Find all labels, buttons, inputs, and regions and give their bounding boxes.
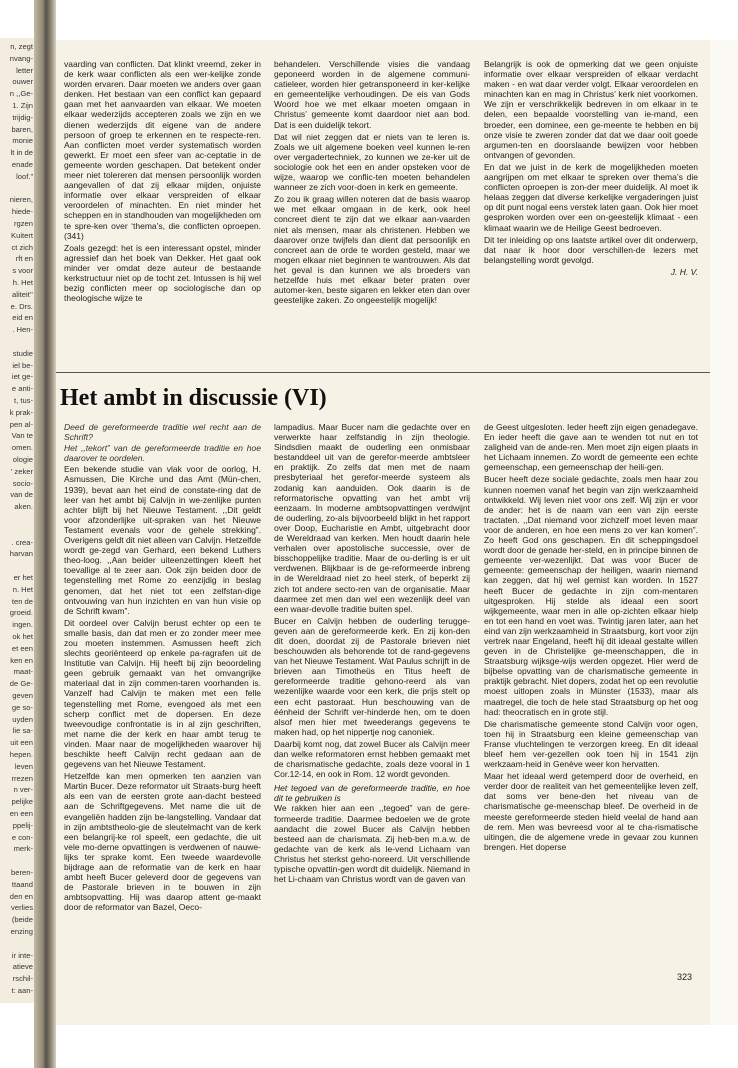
previous-page-fragment: merk- — [13, 844, 33, 854]
previous-page-fragment: et een — [11, 643, 33, 653]
previous-page-fragment: rrezen — [11, 773, 33, 783]
previous-page-fragment: rgzen — [14, 219, 33, 228]
previous-page-fragment: beren- — [11, 868, 33, 877]
previous-page-fragment: den en — [9, 891, 33, 901]
paragraph: Zo zou ik graag willen noteren dat de basis waarop we met elkaar omgaan in de kerk, ook heel concreet dient te zijn dat we elkaar aan-vaarden niet als mensen, maar als christenen. Hebben we daarover onze twijfels dan dient dat persoonlijk en concreet aan de orde te worden gesteld, maar we mogen elkaar niet beginnen te wantrouwen. Als dat het geval is dan kunnen we als broeders van hetzelfde huis met elkaar beter praten over automer-ken, beste sigaren en lekker eten dan over geestelijke zaken. Zo ongeestelijk mogelijk! — [274, 194, 470, 306]
previous-page-fragment: k prak- — [9, 407, 33, 417]
page-number: 323 — [677, 972, 693, 982]
previous-page-fragment: van de — [10, 490, 33, 500]
paragraph: Bucer en Calvijn hebben de ouderling terugge-geven aan de gereformeerde kerk. En zij kon-den dit doen, doordat zij de Pastorale brieven niet beschouwden als behorende tot de rand-gegevens van het Nieuwe Testament. Wat Paulus schrijft in de brieven aan Timotheüs en Titus heeft de gereformeerde traditie gehono-reerd als van wezenlijke waarde voor een kerk, die prijs stelt op een echt pastoraat. Hun beschouwing van de éénheid der Schrift ver-hinderde hen, om te doen alsof men hier met tweederangs gegevens te maken had, op het nippertje nog canoniek. — [274, 615, 470, 737]
previous-page-fragment: eid en — [12, 313, 33, 323]
paragraph: de Geest uitgesloten. Ieder heeft zijn eigen genadegave. En ieder heeft die gave aan te wenden tot nut en tot zaligheid van de ande-ren. Men moet zijn eigen plaats in het Lichaam innemen. Zo wordt de gemeente een echte gemeenschap, een gemeenschap der heili-gen. — [484, 422, 698, 473]
previous-page-fragment: harvan — [9, 549, 33, 559]
previous-page-fragment: loof.” — [16, 171, 33, 181]
previous-page-fragment: h. Het — [12, 278, 33, 287]
previous-page-fragment: baren, — [11, 124, 33, 134]
previous-page-fragment: leven — [14, 761, 33, 771]
previous-page-fragment: enzing — [10, 927, 33, 936]
previous-page-fragment: pen al- — [9, 419, 33, 429]
previous-page-fragment: . Hen- — [12, 325, 33, 335]
top-column-3 — [484, 59, 698, 389]
previous-page-fragment: ingen. — [12, 620, 33, 630]
previous-page-fragment: s voor — [12, 266, 33, 276]
previous-page-fragment: nvang- — [9, 53, 33, 63]
previous-page-fragment: letter — [16, 65, 33, 75]
author-signature: J. H. V. — [670, 266, 698, 277]
paragraph: Hetzelfde kan men opmerken ten aanzien van Martin Bucer. Deze reformator uit Straats-burg heeft als een van de eersten grote aan-dacht besteed aan de Schriftgegevens. Met name die uit de evangeliën hadden zijn be-langstelling. Vandaar dat in zijn ambtstheolo-gie de sleutelmacht van de kerk een belangrij-ke rol speelt, een gedachte, die uit vele mo-derne opvattingen is verdwenen of nauwe-lijks ter sprake komt. Een tweede waardevolle bijdrage aan de reformatie van de kerk en haar ambt heeft Bucer geleverd door de gegevens van de Pastorale brieven in te bouwen in zijn ambtsopvatting. Hij was daarop attent ge-maakt door de reformator van Bazel, Oeco- — [64, 771, 261, 913]
previous-page-fragment: t: aan- — [11, 986, 33, 995]
previous-page-fragment: n ,,Ge- — [9, 89, 33, 99]
paragraph: vaarding van conflicten. Dat klinkt vreemd, zeker in de kerk waar conflicten als een wer-kelijke zonde worden ervaren. Daar moeten we anders over gaan denken. Het bestaan van een conflict kan gepaard gaan met het aanvaarden van elkaar. We moeten elkaar wederzijds accepteren zoals we zijn en we dienen wederzijds dit eigene van de andere persoon of groep te erkennen en te respecte-ren. Aan conflicten moet verder systematisch worden gewerkt. Er moet een sfeer van ac-ceptatie in de gemeente worden geschapen. Dat betekent onder meer niet tolereren dat mensen persoonlijk worden aangevallen of dat zij elkaar mijden, onjuiste informatie over elkaar verspreiden of elkaar veroordelen of minachten. En niet minder het scheppen en in standhouden van mogelijkheden om te spre-ken over ‘thema’s, die conflicten oproepen. (341) — [64, 59, 261, 241]
previous-page-fragment: Van te — [11, 431, 33, 441]
previous-page-fragment: ok het — [12, 632, 33, 641]
previous-page-fragment: (beide — [11, 915, 33, 925]
previous-page-fragment: ttaand — [11, 879, 33, 889]
paragraph: Daarbij komt nog, dat zowel Bucer als Calvijn meer dan welke reformatoren ernst hebben gemaakt met de charismatische gedachte, zoals deze vooral in 1 Cor.12-14, en ook in Rom. 12 wordt gevonden. — [274, 738, 470, 780]
previous-page-fragment: en een — [9, 809, 33, 818]
paragraph: We rakken hier aan een ,,tegoed” van de gere-formeerde traditie. Daarmee bedoelen we de grote aandacht die zowel Bucer als Calvijn hebben besteed aan de charismata. Zij heb-ben m.a.w. de gedachte van de kerk als le-vend Lichaam van Christus het sterkst geho-noreerd. Uit verschillende typische opvattin-gen wordt dit duidelijk. Niemand in het Li-chaam van Christus wordt van de gaven van — [274, 803, 470, 885]
previous-page-fragment: Kuitert — [11, 230, 33, 240]
top-column-1 — [64, 59, 261, 389]
previous-page-fragment: iel be- — [12, 360, 33, 370]
paragraph: Bucer heeft deze sociale gedachte, zoals men haar zou kunnen noemen vanaf het begin van zijn werkzaamheid ontwikkeld. Wij leven niet voor ons zelf. Wij zijn er voor de ander: het is de naam van een van zijn eerste tractaten. ,,Dat niemand voor zichzelf moet leven maar voor de anderen, en hoe een mens zo ver kan komen”. Zo heeft God ons geschapen. En dit scheppingsdoel wordt door de genade her-steld, en in principe binnen de gemeente ver-wezenlijkt. Dat was voor Bucer de gemeente: gemeenschap der heiligen, waarin niemand kan zeggen, dat hij wel gemist kan worden. In 1527 heeft Bucer de gedachte in zijn com-mentaren uitgesproken. Hij stelde als ideaal een soort wijkgemeente, waar men in alle op-zichten elkaar hielp en tot een hand en voet was. Twintig jaren later, aan het eind van zijn werkzaamheid in Straatsburg, kort voor zijn vertrek naar Engeland, heeft hij dit ideaal gestalte willen geven in de Christelijke ge-meenschappen, die in Straatsburg wijksge-wijs werden opgezet. Hier werd de bijbelse opvatting van de charismatische gemeente in praktijk gebracht. Niet dopers, zodat het op een revolutie moest uitlopen zoals in Münster (1533), maar als maatregel, die toch de hele stad Straatsburg op het oog had: theocratisch en in grote stijl. — [484, 474, 698, 717]
previous-page-fragment: maat- — [13, 667, 33, 677]
previous-page-fragment: n, zegt — [10, 42, 33, 51]
bottom-column-1 — [64, 422, 261, 1002]
previous-page-fragment: e anti- — [11, 384, 33, 394]
previous-page-fragment: ouwer — [12, 77, 33, 87]
paragraph: Belangrijk is ook de opmerking dat we geen onjuiste informatie over elkaar verspreiden of elkaar verdacht maken - en wat daar verder volgt. Elkaar veroordelen en minachten kan en mag in Christus’ kerk niet voorkomen. We zijn er verschrikkelijk bedreven in om elkaar in te delen, een bepaalde voorstelling van ie-mand, een broeder, een dominee, een ge-meente te hebben en bij onze visie te zweren zonder dat dat we daar ooit goede argumen-ten en doorslaande bewijzen voor hebben ontvangen of gevonden. — [484, 59, 698, 160]
previous-page-fragment: ten de — [11, 596, 33, 606]
previous-page-fragment: studie — [12, 348, 33, 358]
previous-page-fragment: ge so- — [11, 702, 33, 712]
previous-page-fragment: uyden — [12, 714, 33, 724]
previous-page-fragment: ppelij- — [12, 820, 33, 830]
previous-page-fragment: rft en — [15, 254, 33, 264]
previous-page-fragment: aken. — [14, 502, 33, 512]
previous-page-fragment: ologie — [12, 455, 33, 464]
previous-page-fragment: de Ge- — [9, 679, 33, 689]
top-column-2 — [274, 59, 470, 389]
section-divider — [56, 372, 710, 373]
previous-page-fragment: enade — [11, 160, 33, 169]
previous-page-fragment: t, tus- — [14, 396, 33, 405]
previous-page-fragment: 1. Zijn — [12, 101, 33, 110]
previous-page-fragment: e con- — [11, 832, 33, 842]
section-subheading: Het tegoed van de gereformeerde traditie, en hoe dit te gebruiken is — [274, 783, 470, 804]
paragraph: Zoals gezegd: het is een interessant opstel, minder agressief dan het boek van Dekker. Het gaat ook minder ver omdat deze auteur de bestaande kerkstructuur niet op de tocht zet. Intussen is hij wel bezig conflicten meer op sociologische dan op theologische wijze te — [64, 242, 261, 304]
previous-page-fragment: ir inte- — [11, 950, 33, 960]
paragraph: Maar het ideaal werd getemperd door de overheid, en verder door de realiteit van het gemeentelijke leven zelf, dat soms ver bene-den het niveau van de charismatische ge-meenschap bleef. De overheid in de meeste gereformeerde steden hield veelal de hand aan de rem. Men was bevreesd voor al te cha-rismatische uitingen, die de algemene vrede in gevaar zou kunnen brengen. Het doperse — [484, 771, 698, 852]
bottom-column-2 — [274, 422, 470, 1002]
article-title: Het ambt in discussie (VI) — [60, 385, 327, 411]
paragraph: lampadius. Maar Bucer nam die gedachte over en verwerkte haar zelfstandig in zijn theologie. Sindsdien maakt de ouderling een onmisbaar bestanddeel uit van de gerefor-meerde ambtsleer en praktijk. Zo zelfs dat men met de naam presbyteriaal het gerefor-meerde systeem als zodanig kan aanduiden. Ook daarin is de reformatorische opvatting van het ambt vrij eenzaam. In moderne ambtsopvattingen verdwijnt de ouderling, zo-als bijvoorbeeld blijkt in het rapport over Doop, Eucharistie en Ambt, uitgebracht door de Wereldraad van kerken. Men houdt daarin hele verhalen over apostolische successie, over de bisschoppelijke traditie. Maar de ou-derling is er uit verdwenen. Blijkbaar is de ge-reformeerde inbreng in de Wereldraad niet zo heel sterk, of beperkt zij zich tot andere secto-ren van de organisatie. Maar daarmee zet men dan wel een wezenlijk deel van een waar-devolle traditie buiten spel. — [274, 422, 470, 614]
previous-page-fragment: atieve — [12, 962, 33, 972]
lead-question: Deed de gereformeerde traditie wel recht aan de Schrift? — [64, 422, 261, 443]
page-margin-right — [710, 40, 738, 1025]
previous-page-fragment: iet ge- — [11, 372, 33, 382]
paragraph: En dat we juist in de kerk de mogelijkheden moeten aangrijpen om met elkaar te spreken over thema’s die conflicten oproepen is zon-der meer duidelijk. Al moet ik helaas zeggen dat diverse kerkelijke vergaderingen juist op dit punt nogal eens verstek laten gaan. Ook hier moet gesproken worden over een on-geestelijk klimaat - een klimaat waarin we de Heilige Geest bedroeven. — [484, 161, 698, 233]
previous-page-fragment: trijdig- — [12, 112, 33, 122]
previous-page-fragment: ’ zeker — [10, 466, 33, 476]
previous-page-fragment: ct zich — [11, 242, 33, 252]
previous-page-fragment: uit een — [10, 738, 33, 748]
paragraph: Die charismatische gemeente stond Calvijn voor ogen, toen hij in Straatsburg een kleine gemeenschap van Franse vluchtelingen te verzorgen kreeg. En dit ideaal bleef hem ver-gezellen ook toen hij in 1541 zijn werkzaam-heid in Genève weer kon hervatten. — [484, 718, 698, 770]
article-continuation — [56, 59, 710, 389]
previous-page-fragment: lt in de — [10, 148, 33, 158]
previous-page-fragment: groeid. — [9, 608, 33, 618]
previous-page-fragment: . crea- — [11, 537, 33, 547]
previous-page-fragment: hepen. — [9, 750, 33, 759]
paragraph: behandelen. Verschillende visies die vandaag geponeerd worden in de algemene communi-catieleer, worden hier getransponeerd in ker-kelijke en gemeentelijke verhoudingen. De eis van Gods Woord hoe we met elkaar moeten omgaan in Christus’ gemeente komt daardoor niet aan bod. Dat is een duidelijk tekort. — [274, 59, 470, 130]
previous-page-fragment: verlies — [11, 903, 33, 913]
previous-page-strip — [0, 38, 34, 1003]
previous-page-fragment: ken en — [10, 655, 33, 665]
paragraph: Dit oordeel over Calvijn berust echter op een te smalle basis, dan dat men er zo zonder meer mee zou moeten instemmen. Asmussen heeft zich slechts georiënteerd op enkele pa-ragrafen uit de Institutie van Calvijn. Hij heeft bij zijn beoordeling geen gebruik gemaakt van het omvangrijke materiaal dat in zijn commen-taren voorhanden is. Vanzelf had Calvijn te maken met een felle tegenstelling met Rome, evengoed als met een scherp conflict met de dopersen. En deze tweevoudige confrontatie is in al zijn geschriften, met name die der kerk en haar ambt terug te vinden. Maar naar de mogelijkheden waarover hij beschikte heeft Calvijn recht gedaan aan de gegevens van het Nieuwe Testament. — [64, 617, 261, 770]
previous-page-fragment: socio- — [12, 478, 33, 488]
previous-page-fragment: monie — [12, 136, 33, 146]
previous-page-fragment: pelijke — [11, 797, 33, 807]
previous-page-fragment: e. Drs. — [10, 301, 33, 311]
previous-page-fragment: geven — [12, 691, 33, 700]
lead-question: Het ,,tekort” van de gereformeerde traditie en hoe daarover te oordelen. — [64, 443, 261, 464]
paragraph: Een bekende studie van vlak voor de oorlog, H. Asmussen, Die Kirche und das Amt (Mün-chen, 1939), bevat aan het eind de constate-ring dat de leer van het ambt bij Calvijn in we-zenlijke punten achter blijft bij het Nieuwe Testament. ,,Dit geldt voor afzonderlijke uit-spraken van het Nieuwe Testament evenals voor de gehele strekking”. Overigens geldt dit niet alleen van Calvijn. Hetzelfde wordt ge-zegd van Gerhard, een bekend Luthers theo-loog. ,,Aan beider uiteenzettingen kleeft het toevallige al te zeer aan. Ook zijn beiden door de tegenstelling met Rome zo eenzijdig in beslag genomen, dat het niet tot een zelfstan-dige ontvouwing van hun inzichten en van hun visie op de Schrift kwam”. — [64, 464, 261, 616]
previous-page-fragment: aliteit’’ — [12, 289, 33, 299]
previous-page-fragment: nieren, — [9, 195, 33, 205]
article-body — [56, 422, 710, 1002]
previous-page-fragment: n ver- — [13, 785, 33, 795]
paragraph: Dat wil niet zeggen dat er niets van te leren is. Zoals we uit algemene boeken veel kunnen le-ren over vergadertechniek, zo kunnen we ze-ker uit de sociologie ook het een en ander opsteken voor de wijze, waarop we conflic-ten moeten behandelen wanneer ze zich voor-doen in kerk en gemeente. — [274, 131, 470, 193]
previous-page-fragment: hiede- — [11, 207, 33, 217]
previous-page-fragment: omen. — [11, 443, 33, 453]
magazine-page — [56, 40, 710, 1025]
paragraph: Dit ter inleiding op ons laatste artikel over dit onderwerp, dat naar ik hoor door verschillen-de lezers met belangstelling wordt gevolgd. — [484, 234, 698, 265]
bottom-column-3 — [484, 422, 698, 1002]
previous-page-fragment: rschil- — [12, 974, 33, 984]
book-gutter — [34, 0, 56, 1068]
previous-page-fragment: lie sa- — [12, 726, 33, 736]
previous-page-fragment: n. Het — [12, 584, 33, 594]
previous-page-fragment: er het — [13, 573, 33, 582]
